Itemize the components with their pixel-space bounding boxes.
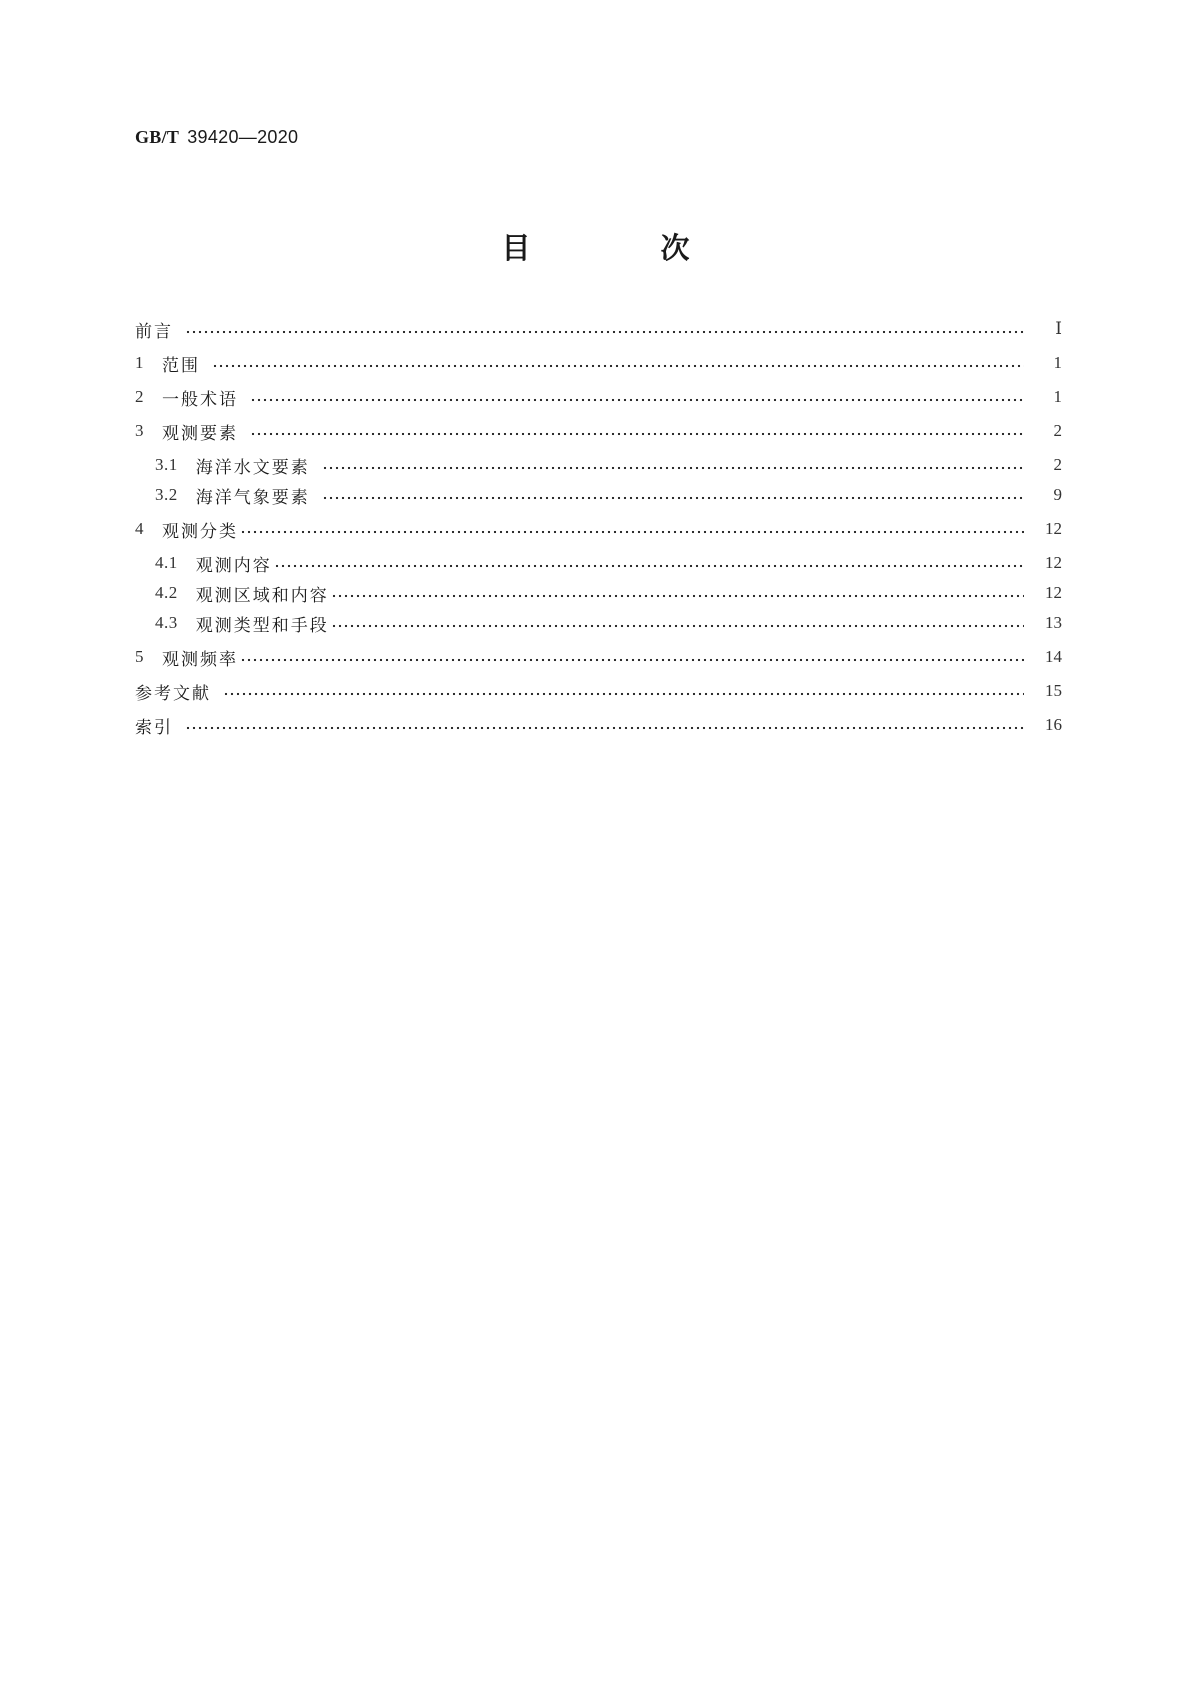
toc-leader-dots bbox=[322, 466, 1024, 470]
toc-entry-foreword[interactable] bbox=[135, 316, 1062, 342]
toc-entry-number: 5 bbox=[135, 647, 144, 666]
toc-entry-label: 索引 bbox=[135, 717, 173, 738]
toc-entry-label: 2 一般术语 bbox=[135, 387, 238, 410]
toc-leader-dots bbox=[240, 658, 1024, 662]
toc-leader-dots bbox=[250, 432, 1024, 436]
toc-page-number: 2 bbox=[1053, 421, 1062, 440]
page-title: 目 次 bbox=[501, 231, 750, 265]
standard-prefix: GB/T bbox=[135, 127, 180, 147]
toc-leader-dots bbox=[250, 398, 1024, 402]
toc-entry-4-2[interactable] bbox=[155, 580, 1062, 606]
toc-entry-1[interactable] bbox=[135, 350, 1062, 376]
toc-page-number: 16 bbox=[1045, 715, 1062, 734]
toc-entry-label: 3.1 海洋水文要素 bbox=[155, 455, 310, 478]
toc-entry-label: 3 观测要素 bbox=[135, 421, 238, 444]
toc-page-number: 1 bbox=[1053, 353, 1062, 372]
toc-entry-4-1[interactable] bbox=[155, 550, 1062, 576]
toc-entry-number: 4.2 bbox=[155, 583, 178, 602]
toc-page-number: 12 bbox=[1045, 553, 1062, 572]
toc-entry-index[interactable] bbox=[135, 712, 1062, 738]
toc-entry-4[interactable] bbox=[135, 516, 1062, 542]
toc-leader-dots bbox=[212, 364, 1024, 368]
toc-page-number: 1 bbox=[1053, 387, 1062, 406]
toc-entry-5[interactable] bbox=[135, 644, 1062, 670]
toc-page-number: 12 bbox=[1045, 583, 1062, 602]
toc-entry-bibliography[interactable] bbox=[135, 678, 1062, 704]
toc-entry-3[interactable] bbox=[135, 418, 1062, 444]
toc-leader-dots bbox=[274, 564, 1024, 568]
toc-page-number: 2 bbox=[1053, 455, 1062, 474]
toc-entry-label: 4.2 观测区域和内容 bbox=[155, 583, 329, 606]
toc-entry-label: 1 范围 bbox=[135, 353, 200, 376]
toc-page-number: 13 bbox=[1045, 613, 1062, 632]
toc-entry-number: 4.3 bbox=[155, 613, 178, 632]
toc-leader-dots bbox=[322, 496, 1024, 500]
toc-leader-dots bbox=[331, 594, 1024, 598]
standard-code bbox=[135, 127, 298, 148]
toc-page-number: 14 bbox=[1045, 647, 1062, 666]
toc-entry-4-3[interactable] bbox=[155, 610, 1062, 636]
toc-entry-label: 4.3 观测类型和手段 bbox=[155, 613, 329, 636]
toc-entry-label: 4.1 观测内容 bbox=[155, 553, 272, 576]
toc-page-number: 15 bbox=[1045, 681, 1062, 700]
toc-entry-label: 前言 bbox=[135, 321, 173, 342]
toc-leader-dots bbox=[240, 530, 1024, 534]
toc-entry-number: 3.1 bbox=[155, 455, 178, 474]
toc-leader-dots bbox=[223, 692, 1024, 696]
toc-page-number: 12 bbox=[1045, 519, 1062, 538]
standard-number: 39420—2020 bbox=[187, 127, 299, 147]
toc-leader-dots bbox=[185, 330, 1024, 334]
toc-entry-number: 4.1 bbox=[155, 553, 178, 572]
toc-entry-label: 5 观测频率 bbox=[135, 647, 238, 670]
toc-entry-number: 1 bbox=[135, 353, 144, 372]
toc-entry-3-1[interactable] bbox=[155, 452, 1062, 478]
toc-entry-label: 参考文献 bbox=[135, 683, 211, 704]
toc-leader-dots bbox=[185, 726, 1024, 730]
toc-page-number: 9 bbox=[1053, 485, 1062, 504]
toc-entry-3-2[interactable] bbox=[155, 482, 1062, 508]
toc-entry-number: 3.2 bbox=[155, 485, 178, 504]
toc-page-number: Ⅰ bbox=[1055, 319, 1062, 338]
toc-entry-label: 3.2 海洋气象要素 bbox=[155, 485, 310, 508]
toc-entry-number: 4 bbox=[135, 519, 144, 538]
toc-leader-dots bbox=[331, 624, 1024, 628]
toc-entry-2[interactable] bbox=[135, 384, 1062, 410]
toc-entry-number: 2 bbox=[135, 387, 144, 406]
toc-entry-number: 3 bbox=[135, 421, 144, 440]
toc-entry-label: 4 观测分类 bbox=[135, 519, 238, 542]
